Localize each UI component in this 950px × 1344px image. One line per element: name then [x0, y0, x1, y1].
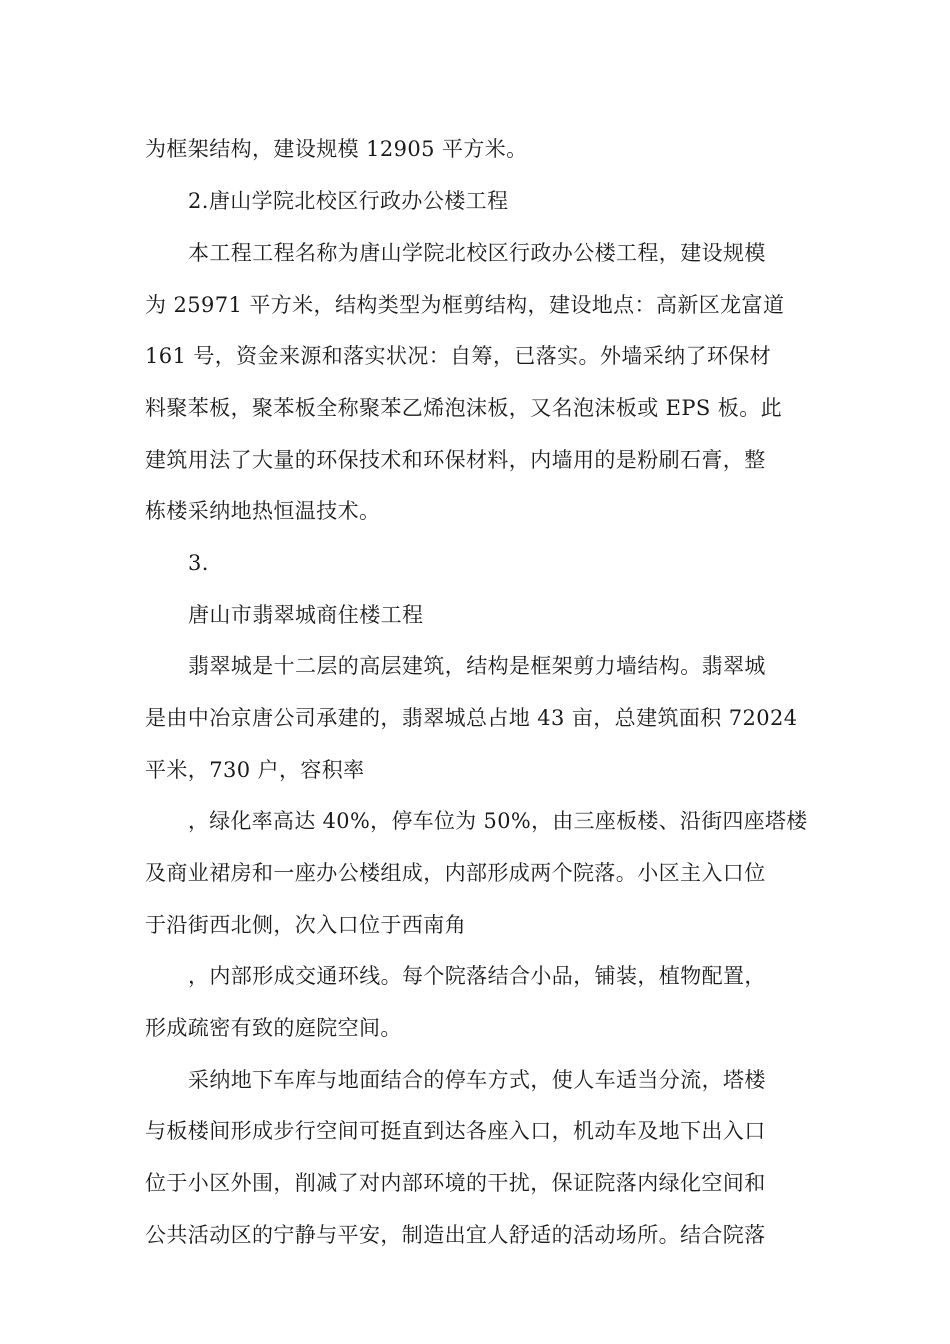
text-line: ，内部形成交通环线。每个院落结合小品，铺装，植物配置，	[188, 964, 766, 988]
text-line: 建筑用法了大量的环保技术和环保材料，内墙用的是粉刷石膏，整	[145, 448, 766, 472]
text-line: 采纳地下车库与地面结合的停车方式，使人车适当分流，塔楼	[188, 1068, 766, 1092]
text-line: 为框架结构，建设规模 12905 平方米。	[145, 137, 528, 161]
text-line: 161 号，资金来源和落实状况：自筹，已落实。外墙采纳了环保材	[145, 344, 772, 368]
section-heading: 2.唐山学院北校区行政办公楼工程	[188, 189, 509, 213]
text-line: 于沿街西北侧，次入口位于西南角	[145, 913, 466, 937]
section-number: 3.	[188, 551, 209, 575]
text-line: 形成疏密有致的庭院空间。	[145, 1016, 402, 1040]
text-line: 平米，730 户，容积率	[145, 758, 365, 782]
text-line: 翡翠城是十二层的高层建筑，结构是框架剪力墙结构。翡翠城	[188, 654, 766, 678]
text-line: 公共活动区的宁静与平安，制造出宜人舒适的活动场所。结合院落	[145, 1223, 766, 1247]
text-line: 与板楼间形成步行空间可挺直到达各座入口，机动车及地下出入口	[145, 1119, 766, 1143]
text-line: 位于小区外围，削减了对内部环境的干扰，保证院落内绿化空间和	[145, 1171, 766, 1195]
section-heading: 唐山市翡翠城商住楼工程	[188, 603, 424, 627]
text-line: 料聚苯板，聚苯板全称聚苯乙烯泡沫板，又名泡沫板或 EPS 板。此	[145, 396, 782, 420]
text-line: 及商业裙房和一座办公楼组成，内部形成两个院落。小区主入口位	[145, 861, 766, 885]
text-line: 栋楼采纳地热恒温技术。	[145, 499, 381, 523]
text-line: 是由中冶京唐公司承建的，翡翠城总占地 43 亩，总建筑面积 72024	[145, 706, 798, 730]
text-line: 为 25971 平方米，结构类型为框剪结构，建设地点：高新区龙富道	[145, 293, 785, 317]
text-line: ，绿化率高达 40%，停车位为 50%，由三座板楼、沿街四座塔楼	[188, 809, 808, 833]
text-line: 本工程工程名称为唐山学院北校区行政办公楼工程，建设规模	[188, 241, 766, 265]
